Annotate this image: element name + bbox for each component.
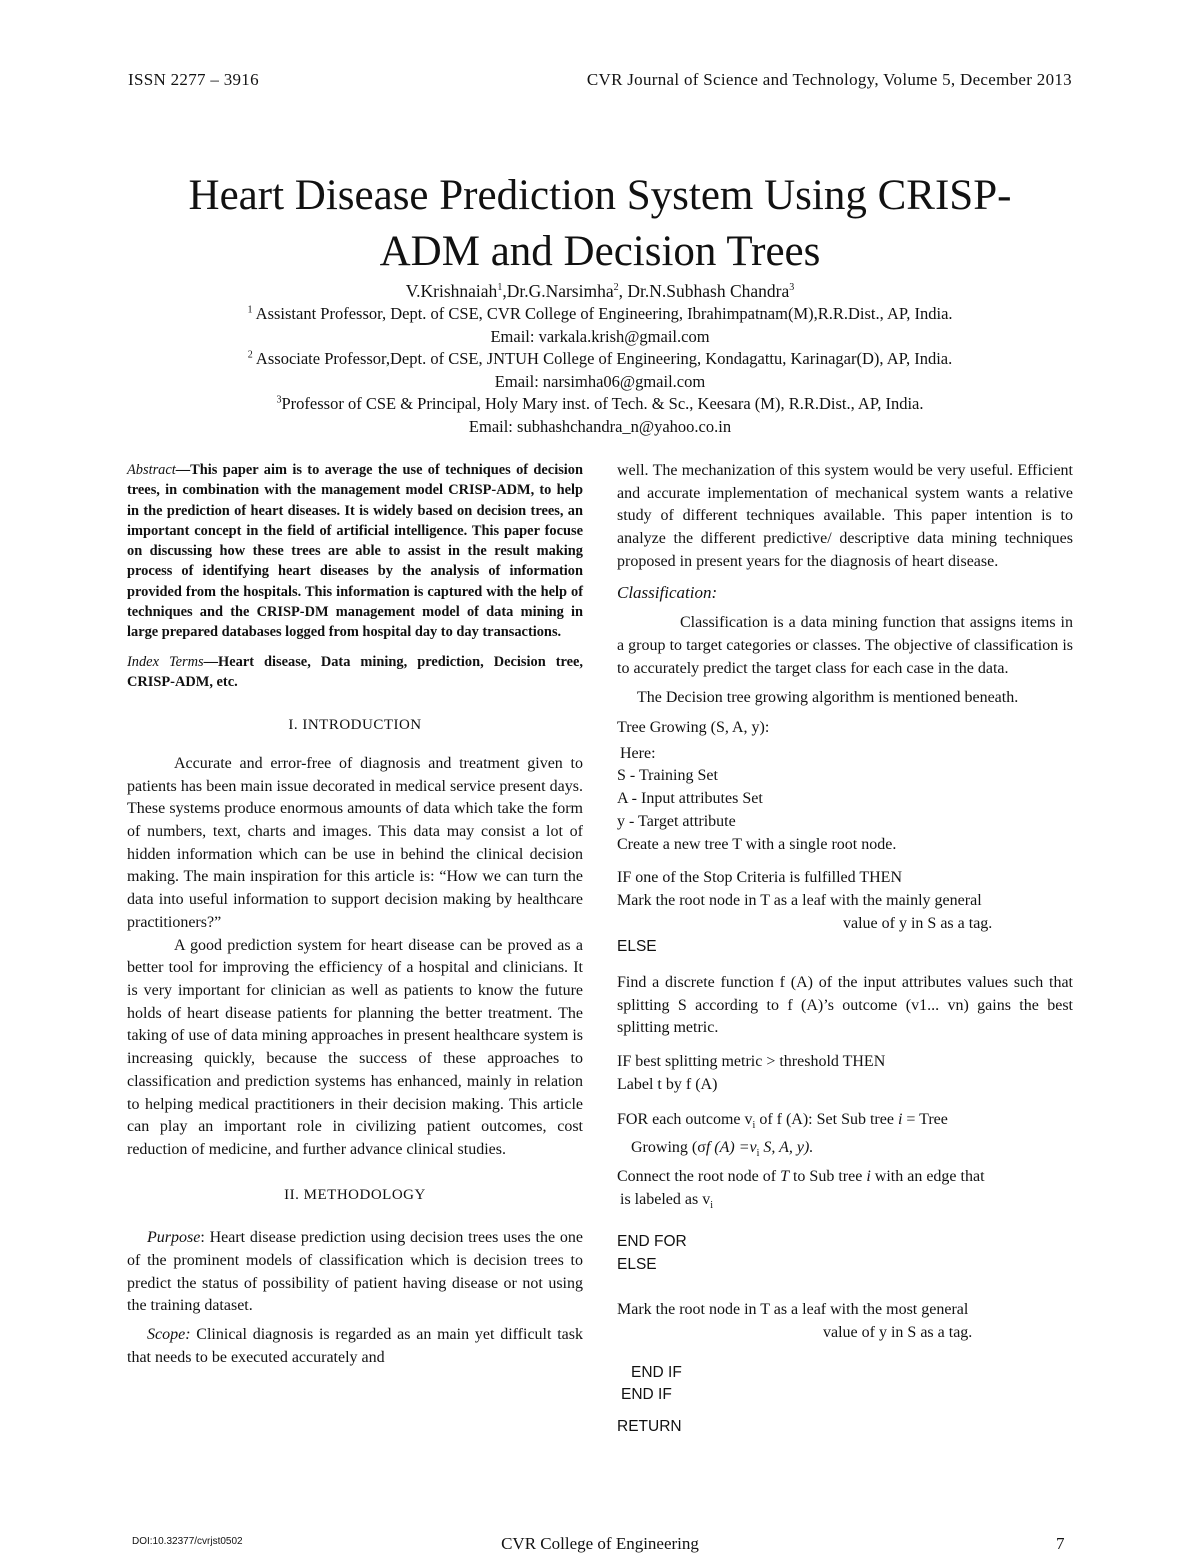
author-3: , Dr.N.Subhash Chandra [618, 281, 790, 301]
end-if-line-1: END IF [631, 1363, 682, 1381]
intro-paragraph-1: Accurate and error-free of diagnosis and treatment given to patients has been main issue decorated in medical service present days. These systems produce enormous amounts of data which take the form of numbers, text, charts and images. This data may consist a lot of hidden information which can be use in behind the clinical decision making. The main inspiration for this article is: “How we can turn the data into useful information to support decision making by healthcare practitioners?” [127, 754, 583, 931]
title-line-2: ADM and Decision Trees [379, 228, 821, 275]
right-paragraph-1: well. The mechanization of this system would be very useful. Efficient and accurate implementation of mechanical system wants a relative study of different techniques available. This paper intention is to analyze the different predictive/ descriptive data mining techniques proposed in present years for the diagnosis of heart disease. [617, 462, 1073, 570]
connect-line: Connect the root node of T to Sub tree i with an edge that [617, 1168, 985, 1186]
if-threshold-line: IF best splitting metric > threshold THEN [617, 1053, 886, 1071]
author-2: ,Dr.G.Narsimha [502, 281, 614, 301]
right-column [617, 460, 1073, 1439]
doi: DOI:10.32377/cvrjst0502 [132, 1536, 243, 1547]
create-tree-line: Create a new tree T with a single root node. [617, 835, 897, 853]
paper-title [0, 168, 1200, 280]
abstract: Abstract—This paper aim is to average the use of techniques of decision trees, in combination with the management model CRISP-ADM, to help in the prediction of heart diseases. It is widely based on decision trees, an important concept in the field of artificial intelligence. This paper focuse on discussing how these trees are able to assist in the result making process of identifying heart diseases by the analysis of information provided from the hospitals. This information is captured with the help of techniques and the CRISP-DM management model of data mining in large prepared databases logged from hospital day to day transactions. [127, 462, 583, 641]
abstract-label: Abstract [127, 462, 176, 478]
section-heading-methodology: II. METHODOLOGY [284, 1186, 426, 1203]
email-1: Email: varkala.krish@gmail.com [490, 326, 710, 346]
index-terms: Index Terms—Heart disease, Data mining, prediction, Decision tree, CRISP-ADM, etc. [127, 653, 584, 690]
classification-paragraph: Classification is a data mining function that assigns items in a group to target categories or classes. The objective of classification is to accurately predict the target class for each case in the data. [617, 614, 1073, 677]
target-attribute-line: y - Target attribute [617, 812, 736, 830]
page-number: 7 [1056, 1534, 1065, 1553]
end-if-line-2: END IF [621, 1386, 672, 1404]
growing-line: Growing (σf $(A) =v_i$ S, A, y). [631, 1139, 814, 1160]
label-line: Label t by f (A) [617, 1075, 718, 1093]
mark-leaf-line-2: Mark the root node in T as a leaf with the most general [617, 1301, 969, 1319]
footer-college: CVR College of Engineering [501, 1534, 699, 1553]
algorithm-intro: The Decision tree growing algorithm is mentioned beneath. [637, 689, 1019, 707]
end-for-line: END FOR [617, 1232, 687, 1250]
author-3-sup: 3 [789, 282, 795, 294]
index-terms-label: Index Terms [127, 653, 204, 670]
affiliation-1: $^1$ Assistant Professor, Dept. of CSE, CVR College of Engineering, Ibrahimpatnam(M),R.R.Dist., AP, India. [247, 304, 953, 323]
affiliation-2: $^2$ Associate Professor,Dept. of CSE, JNTUH College of Engineering, Kondagattu, Karinagar(D), AP, India. [247, 349, 953, 369]
find-function-paragraph: Find a discrete function f (A) of the input attributes values such that splitting S according to f (A)’s outcome (v1... vn) gains the best splitting metric. [617, 974, 1073, 1037]
author-1-sup: 1 [497, 282, 503, 294]
training-set-line: S - Training Set [617, 767, 718, 785]
left-column [127, 460, 583, 1370]
tree-growing-signature: Tree Growing (S, A, y): [617, 719, 770, 737]
email-3: Email: subhashchandra_n@yahoo.co.in [468, 416, 732, 436]
author-2-sup: 2 [613, 282, 619, 294]
affiliation-3: $^3$Professor of CSE & Principal, Holy Mary inst. of Tech. & Sc., Keesara (M), R.R.Dist., AP, India. [276, 394, 924, 414]
if-stop-criteria-line: IF one of the Stop Criteria is fulfilled THEN [617, 869, 902, 887]
journal-header: CVR Journal of Science and Technology, Volume 5, December 2013 [586, 70, 1072, 89]
purpose-paragraph: Purpose: Heart disease prediction using decision trees uses the one of the prominent models of classification which is decision trees to predict the status of possibility of patient having disease or not using the training dataset. [127, 1229, 583, 1315]
scope-paragraph: Scope: Clinical diagnosis is regarded as an main yet difficult task that needs to be executed accurately and [127, 1326, 583, 1366]
mark-leaf-line-1b: value of y in S as a tag. [843, 914, 993, 932]
for-each-line: FOR each outcome $v_i$ of f (A): Set Sub tree i = Tree [617, 1110, 948, 1131]
here-label: Here: [620, 744, 656, 762]
labeled-line: is labeled as $v_i$ [620, 1191, 713, 1212]
author-list [0, 280, 1200, 303]
title-line-1: Heart Disease Prediction System Using CRISP- [188, 172, 1012, 219]
intro-paragraph-2: A good prediction system for heart disease can be proved as a better tool for improving the efficiency of a hospital and clinicians. It is very important for clinician as well as patients to know the future holds of heart disease patients for planning the better treatment. The taking of use of data mining approaches in present healthcare system is increasing quickly, because the success of these approaches to classification and prediction systems has enhanced, mainly in relation to helping medical practitioners in their decision making. This article can play an important role in civilizing patient outcomes, cost reduction of medicine, and further advance clinical studies. [127, 936, 583, 1158]
classification-heading: Classification: [617, 582, 718, 602]
mark-leaf-line-2b: value of y in S as a tag. [823, 1324, 973, 1342]
else-line-1: ELSE [617, 938, 657, 956]
author-1: V.Krishnaiah [405, 281, 498, 301]
email-2: Email: narsimha06@gmail.com [494, 371, 706, 391]
input-attributes-line: A - Input attributes Set [617, 790, 763, 808]
issn: ISSN 2277 – 3916 [128, 70, 259, 89]
else-line-2: ELSE [617, 1255, 657, 1273]
section-heading-introduction: I. INTRODUCTION [288, 717, 422, 734]
mark-leaf-line-1: Mark the root node in T as a leaf with the mainly general [617, 891, 982, 909]
return-line: RETURN [617, 1418, 682, 1436]
affiliations [0, 303, 1200, 439]
